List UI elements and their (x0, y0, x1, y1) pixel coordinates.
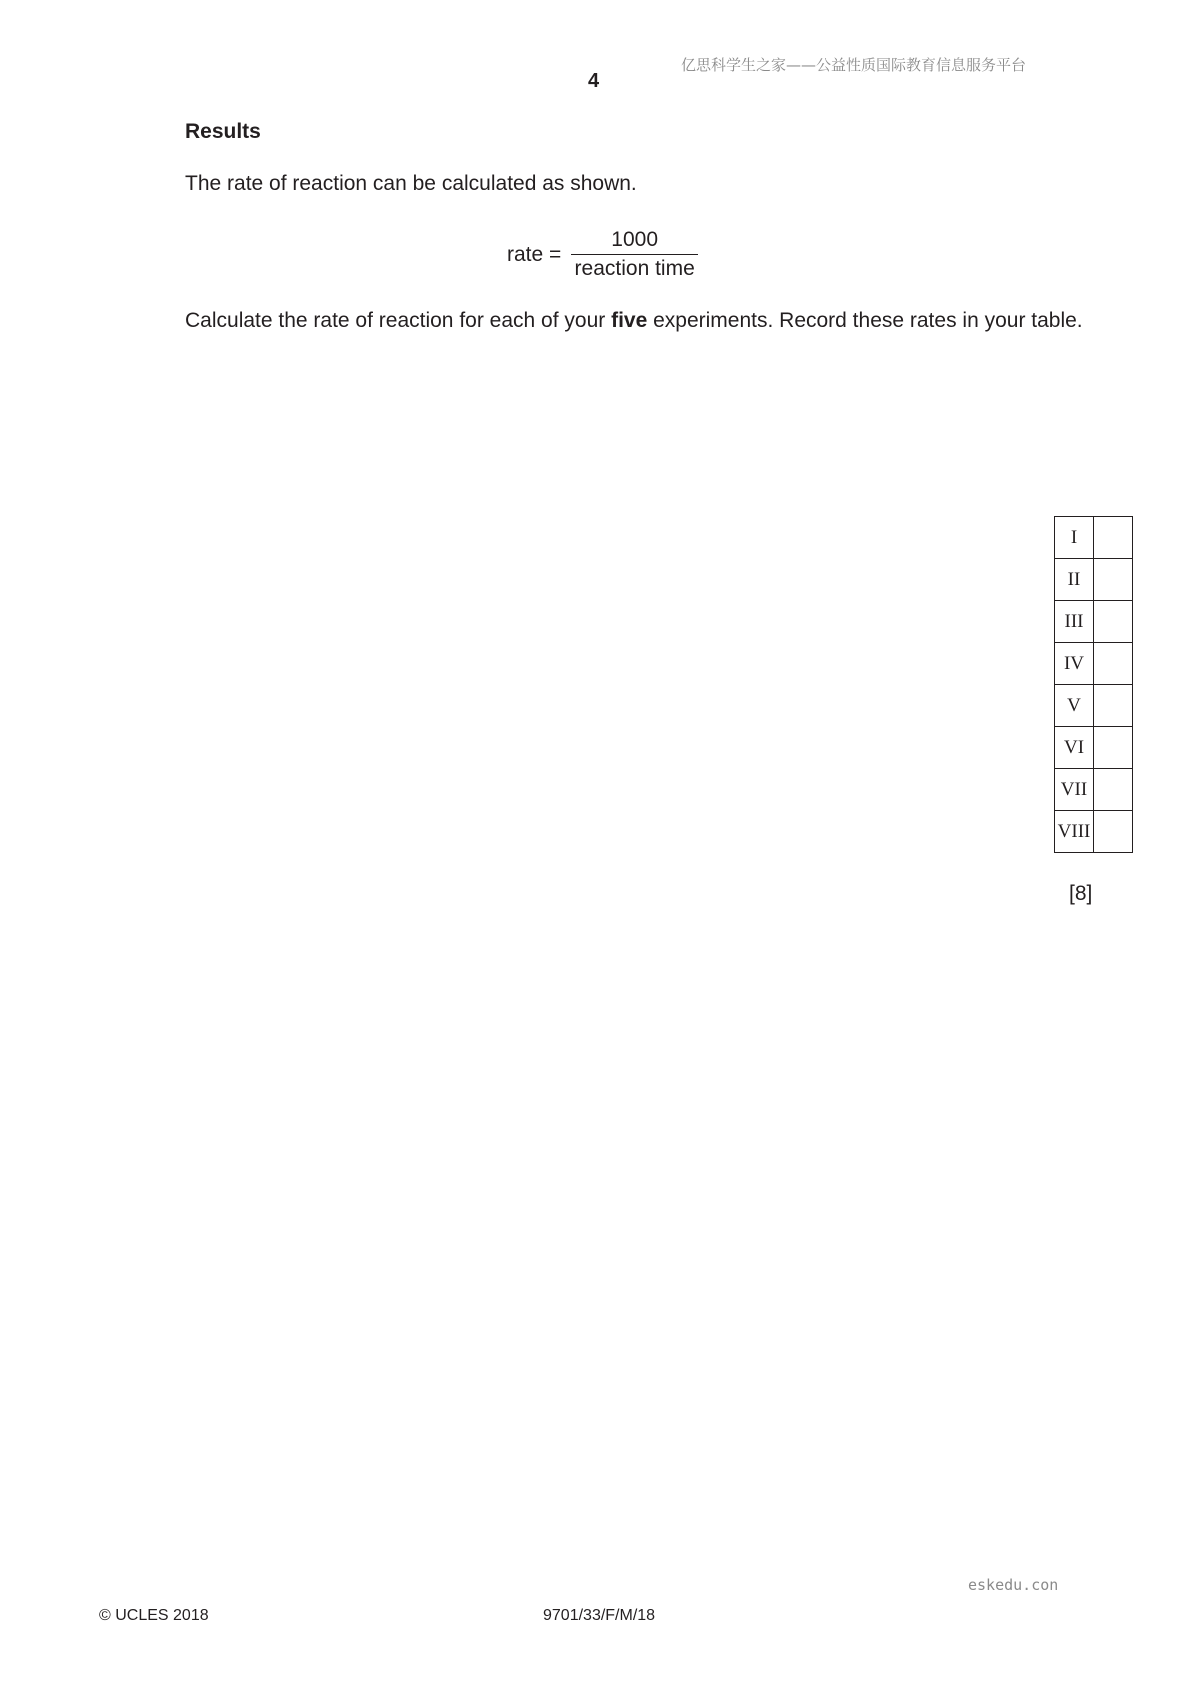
mark-table-row (1055, 727, 1133, 769)
mark-table-row (1055, 811, 1133, 853)
mark-box (1094, 559, 1133, 601)
intro-text: The rate of reaction can be calculated as shown. (185, 172, 637, 195)
mark-row-label: VII (1055, 769, 1094, 811)
mark-table-row (1055, 685, 1133, 727)
formula-lhs: rate = (507, 242, 562, 266)
formula-fraction (571, 228, 698, 281)
mark-row-label: IV (1055, 643, 1094, 685)
rate-formula (507, 228, 698, 281)
footer-code: 9701/33/F/M/18 (543, 1607, 656, 1624)
header-watermark: 亿思科学生之家——公益性质国际教育信息服务平台 (681, 56, 1027, 74)
mark-box (1094, 727, 1133, 769)
mark-box (1094, 685, 1133, 727)
instruction-after: experiments. Record these rates in your table. (647, 309, 1083, 332)
mark-row-label: V (1055, 685, 1094, 727)
mark-table-row (1055, 601, 1133, 643)
mark-table-row (1055, 517, 1133, 559)
mark-row-label: I (1055, 517, 1094, 559)
mark-row-label: II (1055, 559, 1094, 601)
mark-row-label: VI (1055, 727, 1094, 769)
section-heading: Results (185, 120, 261, 143)
mark-table (1054, 516, 1133, 853)
formula-numerator: 1000 (571, 228, 698, 255)
page-number: 4 (588, 70, 600, 92)
mark-table-row (1055, 769, 1133, 811)
instruction-bold: five (611, 309, 648, 332)
mark-row-label: VIII (1055, 811, 1094, 853)
total-marks: [8] (1069, 882, 1093, 905)
mark-box (1094, 517, 1133, 559)
instruction-text (185, 308, 1096, 334)
footer-watermark: eskedu.con (968, 1576, 1059, 1594)
mark-box (1094, 811, 1133, 853)
mark-box (1094, 601, 1133, 643)
mark-row-label: III (1055, 601, 1094, 643)
mark-table-row (1055, 643, 1133, 685)
mark-box (1094, 769, 1133, 811)
formula-denominator: reaction time (574, 257, 695, 280)
mark-table-row (1055, 559, 1133, 601)
mark-box (1094, 643, 1133, 685)
instruction-before: Calculate the rate of reaction for each of your (185, 309, 612, 332)
footer-copyright: © UCLES 2018 (99, 1607, 209, 1624)
